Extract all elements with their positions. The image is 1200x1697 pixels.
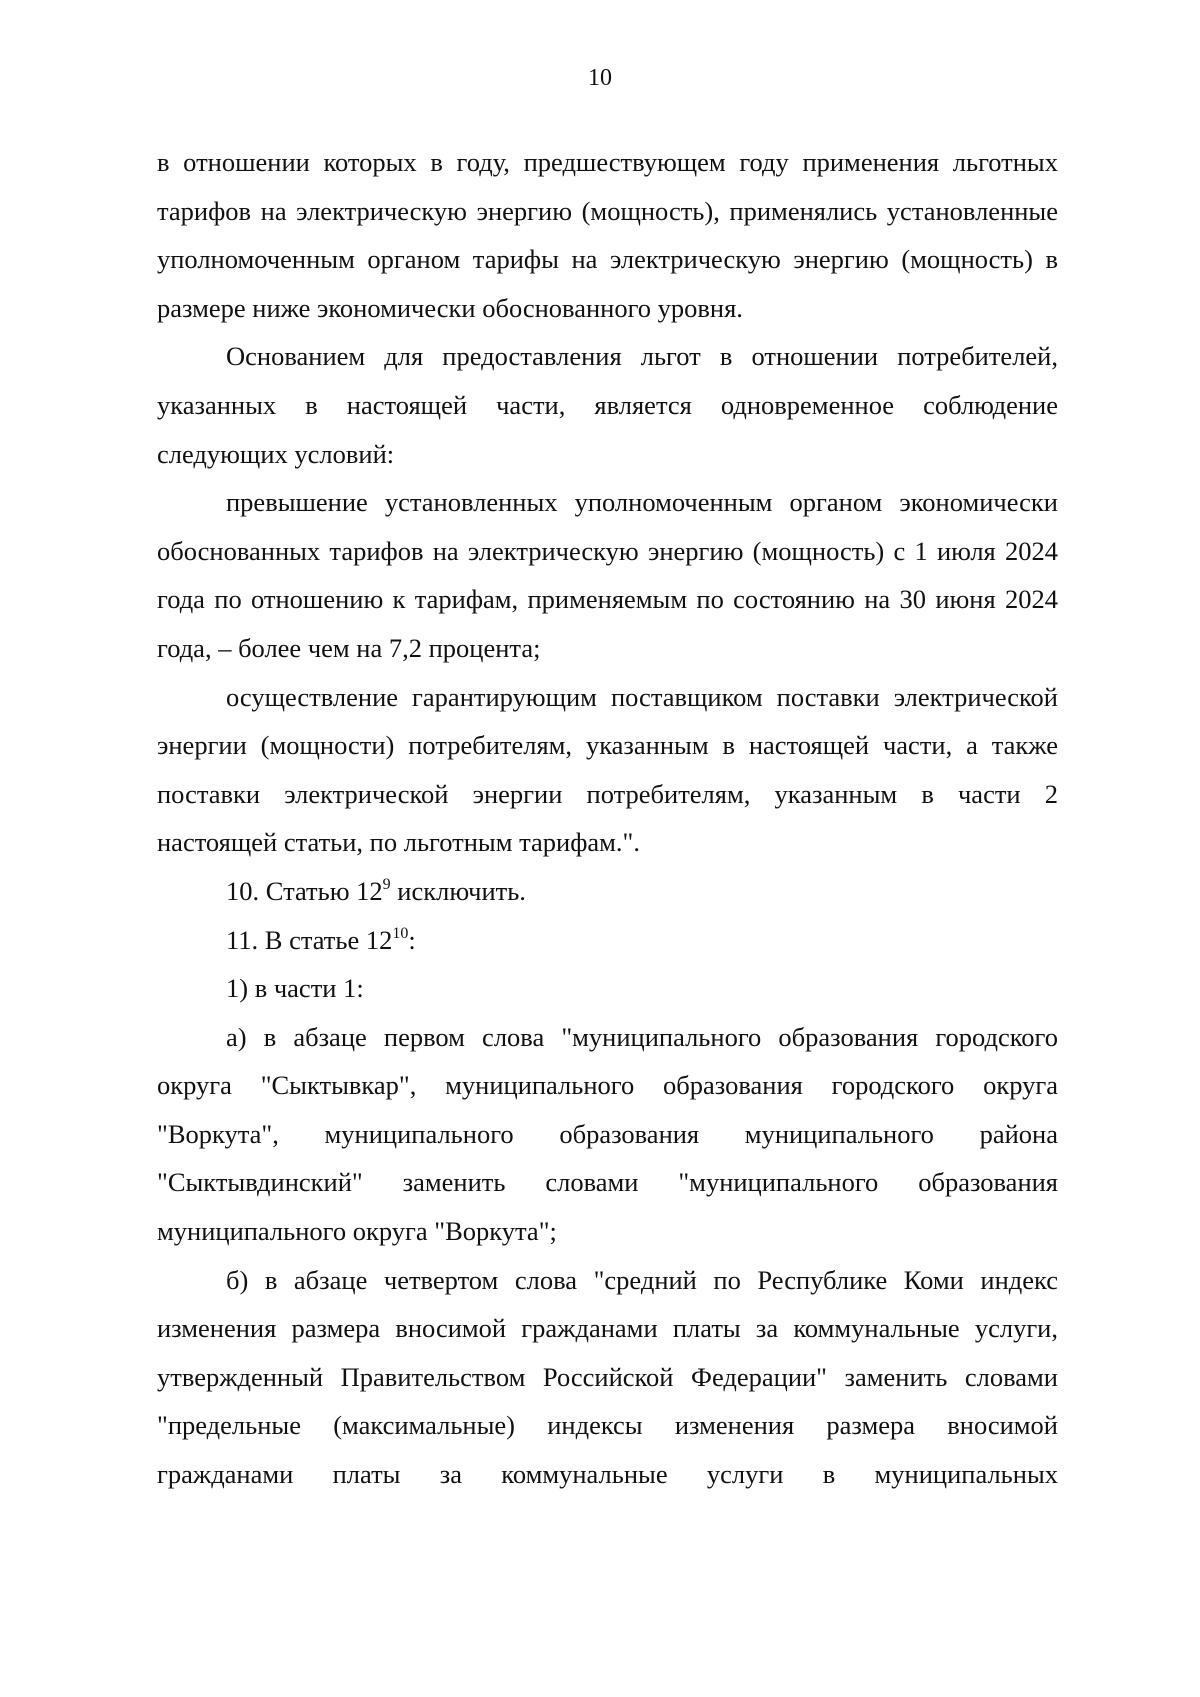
page-number: 10 [588, 65, 612, 91]
item-10-text-after: исключить. [390, 875, 526, 906]
paragraph-item-10 [157, 867, 1058, 916]
item-11-superscript: 10 [392, 924, 409, 942]
item-11-text-after: : [408, 924, 416, 955]
paragraph-condition-tariff-excess: превышение установленных уполномоченным органом экономически обоснованных тарифов на электрическую энергию (мощность) с 1 июля 2024 года по отношению к тарифам, применяемым по состоянию на 30 июня 2024 года, – более чем на 7,2 процента; [157, 487, 1058, 663]
paragraph-grounds-for-benefits: Основанием для предоставления льгот в отношении потребителей, указанных в настоящей части, является одновременное соблюдение следующих условий: [157, 341, 1058, 469]
paragraph-subitem-b: б) в абзаце четвертом слова "средний по Республике Коми индекс изменения размера вносимой гражданами платы за коммунальные услуги, утвержденный Правительством Российской Федерации" заменить словами "предельные (максимальные) индексы изменения размера вносимой гражданами платы за коммунальные услуги в муниципальных [157, 1264, 1058, 1490]
item-10-superscript: 9 [382, 875, 391, 893]
item-10-text-before: 10. Статью 12 [226, 875, 383, 906]
paragraph-subitem-1: 1) в части 1: [226, 973, 364, 1004]
item-11-text-before: 11. В статье 12 [226, 924, 393, 955]
paragraph-continued-from-previous-page: в отношении которых в году, предшествующем году применения льготных тарифов на электрическую энергию (мощность), применялись установленные уполномоченным органом тарифы на электрическую энергию (мощность) в размере ниже экономически обоснованного уровня. [157, 147, 1058, 323]
paragraph-subitem-a: а) в абзаце первом слова "муниципального образования городского округа "Сыктывкар", муниципального образования городского округа "Воркута", муниципального образования муниципального района "Сыктывдинский" заменить словами "муниципального образования муниципального округа "Воркута"; [157, 1021, 1058, 1247]
paragraph-item-11 [157, 916, 1058, 965]
document-body [157, 138, 1058, 1499]
paragraph-condition-supplier-delivery: осуществление гарантирующим поставщиком поставки электрической энергии (мощности) потребителям, указанным в настоящей части, а также поставки электрической энергии потребителям, указанным в части 2 настоящей статьи, по льготным тарифам.". [157, 681, 1058, 858]
